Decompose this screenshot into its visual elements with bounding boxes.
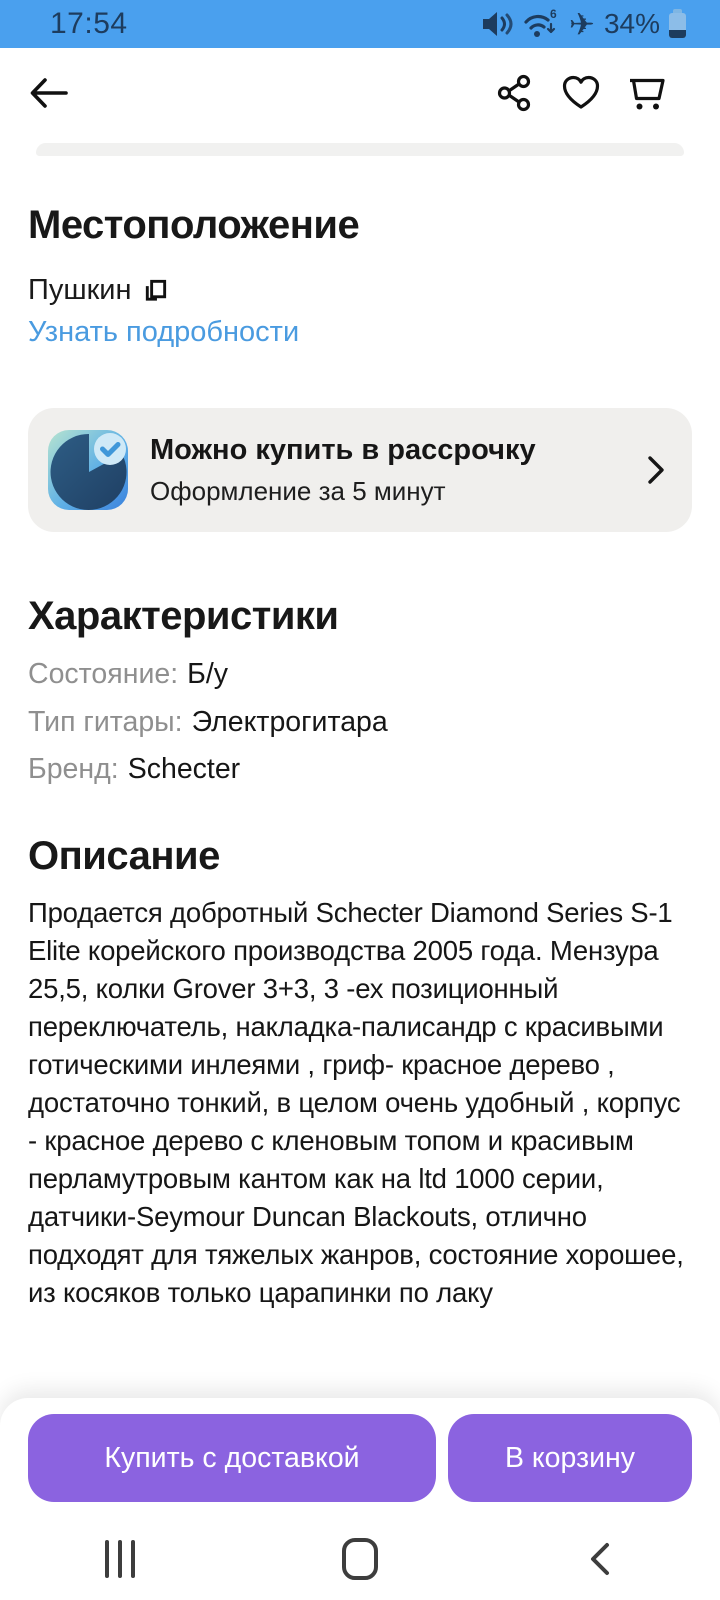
attribute-row — [28, 706, 388, 739]
share-icon[interactable] — [494, 72, 536, 114]
description-text: Продается добротный Schecter Diamond Series S-1 Elite корейского производства 2005 года. Мензура 25,5, колки Grover 3+3, 3 -ех позиционный переключатель, накладка-палисандр с красивыми готическими инлеями , гриф- красное дерево , достаточно тонкий, в целом очень удобный , корпус - красное дерево с кленовым топом и красивым перламутровым кантом как на ltd 1000 серии, датчики-Seymour Duncan Blackouts, отлично подходят для тяжелых жанров, состояние хорошее, из косяков только царапинки по лаку — [28, 897, 684, 1308]
installment-banner[interactable] — [28, 408, 692, 532]
installment-title: Можно купить в рассрочку — [150, 433, 536, 466]
chevron-right-icon — [642, 453, 668, 487]
installment-texts — [150, 434, 642, 507]
location-city: Пушкин — [28, 274, 132, 306]
location-city-row — [28, 274, 169, 307]
copy-icon[interactable] — [142, 277, 169, 304]
attribute-value: Schecter — [127, 753, 241, 785]
attribute-value: Б/у — [187, 658, 229, 690]
location-details-link[interactable]: Узнать подробности — [28, 316, 300, 348]
app-bar-actions — [494, 72, 668, 114]
attribute-value: Электрогитара — [191, 706, 388, 738]
battery-icon — [669, 9, 686, 39]
cart-icon[interactable] — [626, 72, 668, 114]
svg-text:6: 6 — [549, 8, 557, 21]
attribute-label: Состояние: — [28, 658, 179, 690]
battery-percent: 34% — [603, 8, 660, 39]
airplane-icon: ✈ — [568, 6, 595, 42]
status-bar — [0, 0, 720, 48]
battery-fill — [669, 30, 686, 39]
characteristics-heading: Характеристики — [28, 594, 339, 638]
scrolled-card-edge — [36, 143, 684, 156]
attribute-label: Тип гитары: — [28, 706, 183, 738]
clock: 17:54 — [50, 7, 128, 40]
system-nav-bar — [0, 1518, 720, 1600]
home-icon[interactable] — [342, 1538, 378, 1580]
installment-subtitle: Оформление за 5 минут — [150, 475, 446, 506]
bottom-action-bar — [0, 1398, 720, 1518]
attribute-label: Бренд: — [28, 753, 119, 785]
buy-with-delivery-button[interactable]: Купить с доставкой — [28, 1414, 436, 1502]
mute-vibrate-icon — [481, 9, 513, 39]
add-to-cart-button[interactable]: В корзину — [448, 1414, 692, 1502]
back-icon[interactable] — [26, 70, 72, 116]
app-bar — [0, 48, 720, 138]
attribute-row — [28, 658, 228, 691]
back-nav-icon[interactable] — [585, 1538, 615, 1580]
status-icons — [481, 8, 686, 40]
installment-pie-icon — [48, 430, 128, 510]
attribute-row — [28, 753, 240, 786]
wifi6-icon — [522, 8, 560, 40]
recents-icon[interactable] — [105, 1540, 135, 1578]
location-heading: Местоположение — [28, 203, 360, 247]
description-heading: Описание — [28, 834, 220, 878]
favorite-icon[interactable] — [560, 72, 602, 114]
